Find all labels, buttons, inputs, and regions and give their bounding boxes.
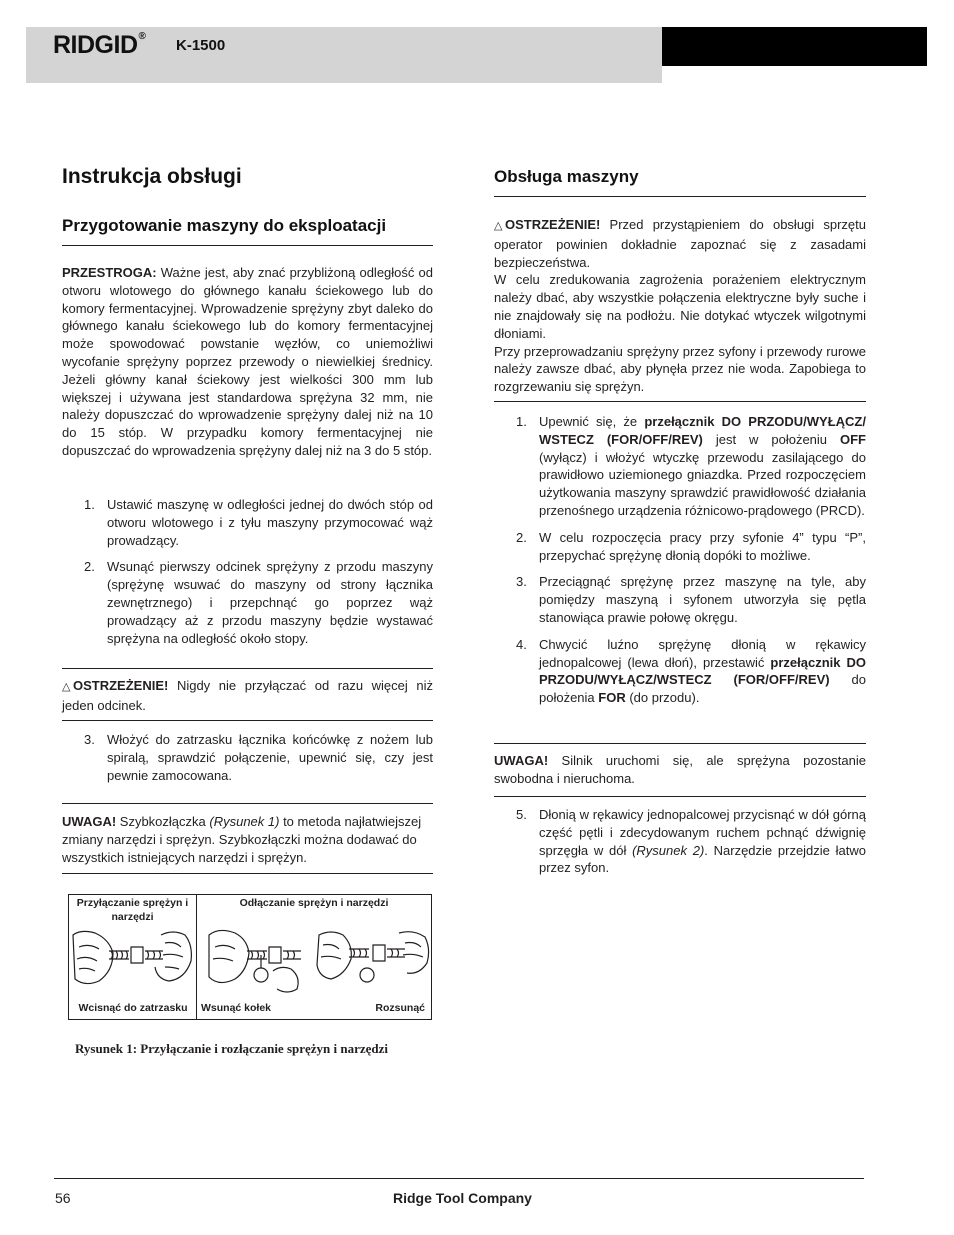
note-text: to metoda najłatwiejszej zmiany narzędzi i sprężyn. Szybkozłączki można dodawać do wszystkich istniejących narzędzi i sprężyn. [62,814,422,865]
steps-list-1 [84,496,433,647]
note-block [62,813,433,866]
divider [494,796,866,797]
figure-reference: (Rysunek 1) [209,814,280,829]
list-item: 2. W celu rozpoczęcia pracy przy syfonie 4” typu “P”, przepychać sprężynę dłonią dopóki to możliwe. [516,529,866,563]
caution-text: Ważne jest, aby znać przybliżoną odległość od otworu wlotowego do głównego kanału ściekowego lub do komory fermentacyjnej. Wprowadzenie sprężyny zbyt daleko do głównego kanału ściekowego lub do komory fermentacyjnej może spowodować powstanie węzłów, co uniemożliwi wycofanie sprężyny poprzez przewody o niewielkiej średnicy. Jeżeli główny kanał ściekowy jest wielkości 300 mm lub większej i używana jest standardowa sprężyna 32 mm, nie należy dopuszczać do wprowadzenie sprężyny dalej niż na 10 do 15 stóp. W przypadku komory fermentacyjnej nie dopuszczać do wprowadzenia sprężyny dalej niż na 3 do 5 stóp. [62,265,433,458]
header-slant [640,66,662,83]
section-title-preparation: Przygotowanie maszyny do eksploatacji [62,216,387,235]
footer-company: Ridge Tool Company [393,1190,532,1206]
figure-caption: Rysunek 1: Przyłączanie i rozłączanie sprężyn i narzędzi [75,1041,389,1056]
figure-head-disconnect: Odłączanie sprężyn i narzędzi [239,897,389,909]
page-number: 56 [55,1190,71,1206]
warning-block-right [494,216,866,396]
steps-list-2 [84,731,433,784]
list-item: 4. Chwycić luźno sprężynę dłonią w rękawicy jednopalcowej (lewa dłoń), przestawić przełącznik DO PRZODU/WYŁĄCZ/WSTECZ (FOR/OFF/REV) do położenia FOR (do przodu). [516,636,866,706]
figure-reference: (Rysunek 2) [632,842,705,858]
model-name: K-1500 [176,37,226,54]
list-item: 2. Wsunąć pierwszy odcinek sprężyny z przodu maszyny (sprężynę wsuwać do maszyny od strony łącznika zewnętrznego) i przepchnąć go poprzez wąż prowadzący aż z przodu maszyny będzie wystawać sprężyna na odległość około stopy. [84,559,433,646]
divider [62,668,433,669]
warning-block [62,677,433,715]
steps-list-right [516,413,866,707]
note-block-right [494,752,866,788]
note-text: Silnik uruchomi się, ale sprężyna pozostanie swobodna i nieruchoma. [494,753,866,786]
caution-label: PRZESTROGA: [62,265,157,280]
footer-rule [54,1178,864,1179]
figure-head-connect: Przyłączanie sprężyn i narzędzi [76,897,189,923]
list-item: 3. Włożyć do zatrzasku łącznika końcówkę z nożem lub spiralą, sprawdzić połączenie, upewnić się, czy jest pewnie zamocowana. [84,732,433,783]
figure-foot-separate: Rozsunąć [375,1002,425,1014]
figure-foot-pin: Wsunąć kołek [201,1002,272,1014]
warning-triangle-icon: △ [62,681,71,693]
figure-1 [68,894,432,1020]
warning-paragraph: Przy przeprowadzaniu sprężyny przez syfony i przewody rurowe należy zawsze dbać, aby płynęła przez nie woda. Zapobiega to rozgrzewaniu się sprężyn. [494,343,866,395]
divider [62,873,433,874]
header-black-block [662,27,927,66]
warning-text: Nigdy nie przyłączać od razu więcej niż jeden odcinek. [62,678,433,713]
caution-block [62,264,433,460]
divider [494,743,866,744]
list-item: 5. Dłonią w rękawicy jednopalcowej przycisnąć w dół górną część pętli i zdecydowanym ruchem pchnąć dźwignię sprzęgła w dół (Rysunek 2). Narzędzie przejdzie łatwo przez syfon. [516,807,866,876]
warning-label: OSTRZEŻENIE! [505,217,601,232]
list-item: 1. Ustawić maszynę w odległości jednej do dwóch stóp od otworu wlotowego i z tyłu maszyny przymocować wąż prowadzący. [84,497,433,548]
list-item: 1. Upewnić się, że przełącznik DO PRZODU/WYŁĄCZ/ WSTECZ (FOR/OFF/REV) jest w położeniu OFF (wyłącz) i włożyć wtyczkę przewodu zasilającego do prawidłowo uziemionego gniazdka. Przed rozpoczęciem użytkowania maszyny sprawdzić prawidłowość działania przenośnego urządzenia różnicowo-prądowego (PRCD). [516,414,866,518]
warning-label: OSTRZEŻENIE! [73,678,169,693]
figure-foot-snap: Wcisnąć do zatrzasku [78,1002,188,1014]
header-band-lower [26,67,662,83]
warning-paragraph: W celu zredukowania zagrożenia porażeniem elektrycznym należy dbać, aby wszystkie połączenia elektryczne były suche i nie znajdowały się na podłożu. Nie dotykać wtyczek wilgotnymi dłoniami. [494,272,866,341]
steps-list-right-2 [516,806,866,877]
warning-text: Przed przystąpieniem do obsługi sprzętu operator powinien dokładnie zapoznać się z zasadami bezpieczeństwa. [494,217,866,270]
list-item: 3. Przeciągnąć sprężynę przez maszynę na tyle, aby pomiędzy maszyną i syfonem utworzyła się pętla stanowiąca prawie połowę okręgu. [516,574,866,625]
divider [62,245,433,246]
brand-logo: RIDGID® [53,31,146,59]
divider [494,401,866,402]
note-label: UWAGA! [62,814,117,829]
note-label: UWAGA! [494,753,549,768]
warning-triangle-icon: △ [494,220,503,232]
divider [62,720,433,721]
note-text: Szybkozłączka [116,814,210,829]
page-title: Instrukcja obsługi [62,165,242,188]
divider [62,803,433,804]
divider [494,196,866,197]
section-title-operation: Obsługa maszyny [494,167,639,186]
